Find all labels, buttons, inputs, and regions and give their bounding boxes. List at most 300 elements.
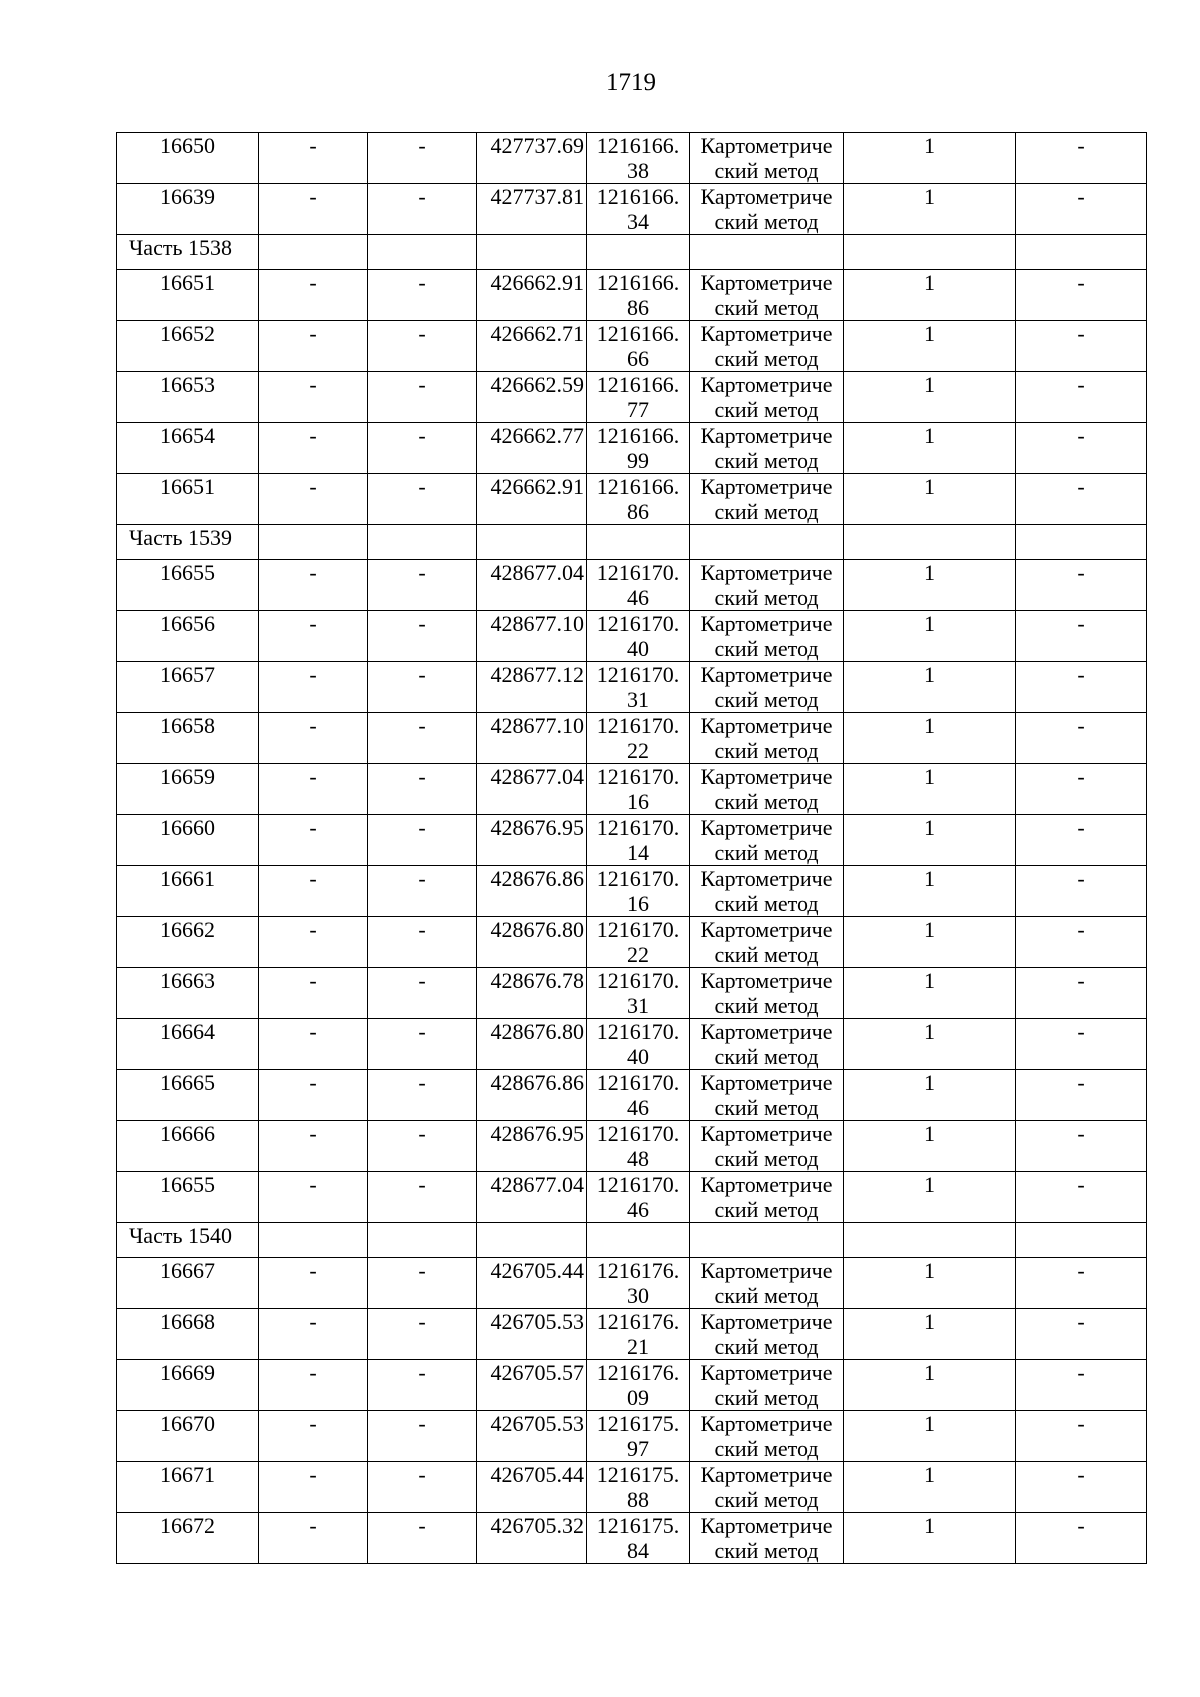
method-cell [690, 611, 844, 662]
point-number: 16650 [117, 133, 259, 184]
x-coordinate: 426705.53 [477, 1411, 587, 1462]
part-header-row [117, 235, 1147, 270]
table-row [117, 866, 1147, 917]
table-row [117, 662, 1147, 713]
dash-cell: - [259, 372, 368, 423]
method-line1: Картометриче [700, 1019, 833, 1044]
method-line1: Картометриче [700, 372, 833, 397]
method-line1: Картометриче [700, 713, 833, 738]
y-coordinate-part1: 1216166. [596, 133, 680, 158]
y-coordinate-part2: 09 [627, 1385, 649, 1410]
y-coordinate-part1: 1216175. [596, 1513, 680, 1538]
dash-cell: - [368, 372, 477, 423]
dash-cell: - [368, 133, 477, 184]
x-coordinate: 428676.86 [477, 1070, 587, 1121]
dash-cell: - [368, 560, 477, 611]
empty-cell [587, 525, 690, 560]
empty-cell [587, 1223, 690, 1258]
y-coordinate-part1: 1216175. [596, 1411, 680, 1436]
dash-cell: - [368, 1172, 477, 1223]
accuracy-value: 1 [844, 968, 1016, 1019]
y-coordinate-part2: 40 [627, 1044, 649, 1069]
method-cell [690, 1172, 844, 1223]
x-coordinate: 428677.12 [477, 662, 587, 713]
accuracy-value: 1 [844, 1172, 1016, 1223]
point-number: 16665 [117, 1070, 259, 1121]
point-number: 16659 [117, 764, 259, 815]
x-coordinate: 428677.04 [477, 764, 587, 815]
table-row [117, 1411, 1147, 1462]
y-coordinate [587, 713, 690, 764]
point-number: 16658 [117, 713, 259, 764]
y-coordinate-part2: 31 [627, 687, 649, 712]
y-coordinate [587, 764, 690, 815]
method-line2: ский метод [714, 840, 819, 865]
point-number: 16672 [117, 1513, 259, 1564]
dash-cell: - [259, 474, 368, 525]
accuracy-value: 1 [844, 815, 1016, 866]
method-cell [690, 474, 844, 525]
y-coordinate-part2: 22 [627, 942, 649, 967]
y-coordinate-part2: 84 [627, 1538, 649, 1563]
y-coordinate [587, 270, 690, 321]
method-line1: Картометриче [700, 662, 833, 687]
y-coordinate-part1: 1216166. [596, 474, 680, 499]
table-row [117, 1360, 1147, 1411]
table-row [117, 372, 1147, 423]
method-line2: ский метод [714, 636, 819, 661]
dash-cell: - [368, 1070, 477, 1121]
method-line1: Картометриче [700, 917, 833, 942]
accuracy-value: 1 [844, 184, 1016, 235]
method-line1: Картометриче [700, 1309, 833, 1334]
dash-cell: - [368, 423, 477, 474]
table-row [117, 560, 1147, 611]
accuracy-value: 1 [844, 1070, 1016, 1121]
empty-cell [477, 1223, 587, 1258]
y-coordinate [587, 662, 690, 713]
dash-cell: - [368, 184, 477, 235]
accuracy-value: 1 [844, 560, 1016, 611]
empty-cell [1016, 1223, 1147, 1258]
method-cell [690, 1258, 844, 1309]
dash-cell: - [368, 917, 477, 968]
accuracy-value: 1 [844, 270, 1016, 321]
note-cell: - [1016, 1019, 1147, 1070]
y-coordinate-part1: 1216170. [596, 1121, 680, 1146]
method-cell [690, 1070, 844, 1121]
point-number: 16669 [117, 1360, 259, 1411]
table-row [117, 270, 1147, 321]
dash-cell: - [259, 1172, 368, 1223]
y-coordinate-part2: 66 [627, 346, 649, 371]
y-coordinate-part2: 34 [627, 209, 649, 234]
empty-cell [259, 235, 368, 270]
note-cell: - [1016, 1121, 1147, 1172]
method-cell [690, 917, 844, 968]
point-number: 16661 [117, 866, 259, 917]
accuracy-value: 1 [844, 1121, 1016, 1172]
y-coordinate [587, 611, 690, 662]
x-coordinate: 428676.80 [477, 1019, 587, 1070]
dash-cell: - [368, 321, 477, 372]
method-cell [690, 1360, 844, 1411]
empty-cell [844, 1223, 1016, 1258]
method-line1: Картометриче [700, 764, 833, 789]
table-row [117, 474, 1147, 525]
accuracy-value: 1 [844, 133, 1016, 184]
dash-cell: - [368, 662, 477, 713]
empty-cell [690, 525, 844, 560]
accuracy-value: 1 [844, 1411, 1016, 1462]
method-cell [690, 1462, 844, 1513]
y-coordinate-part2: 21 [627, 1334, 649, 1359]
method-line1: Картометриче [700, 1258, 833, 1283]
x-coordinate: 426662.77 [477, 423, 587, 474]
point-number: 16663 [117, 968, 259, 1019]
y-coordinate-part2: 40 [627, 636, 649, 661]
dash-cell: - [259, 133, 368, 184]
x-coordinate: 426662.71 [477, 321, 587, 372]
y-coordinate-part2: 46 [627, 1095, 649, 1120]
method-line1: Картометриче [700, 1411, 833, 1436]
point-number: 16655 [117, 560, 259, 611]
method-line2: ский метод [714, 687, 819, 712]
dash-cell: - [259, 1121, 368, 1172]
note-cell: - [1016, 1309, 1147, 1360]
x-coordinate: 428677.10 [477, 713, 587, 764]
accuracy-value: 1 [844, 372, 1016, 423]
table-row [117, 1070, 1147, 1121]
point-number: 16657 [117, 662, 259, 713]
table-row [117, 1121, 1147, 1172]
y-coordinate [587, 133, 690, 184]
method-line1: Картометриче [700, 270, 833, 295]
y-coordinate-part2: 86 [627, 295, 649, 320]
y-coordinate-part1: 1216176. [596, 1258, 680, 1283]
x-coordinate: 428676.80 [477, 917, 587, 968]
method-line1: Картометриче [700, 423, 833, 448]
accuracy-value: 1 [844, 917, 1016, 968]
y-coordinate-part2: 77 [627, 397, 649, 422]
method-line1: Картометриче [700, 611, 833, 636]
y-coordinate-part2: 97 [627, 1436, 649, 1461]
dash-cell: - [259, 184, 368, 235]
method-line2: ский метод [714, 158, 819, 183]
method-line1: Картометриче [700, 968, 833, 993]
method-line2: ский метод [714, 499, 819, 524]
y-coordinate-part1: 1216166. [596, 423, 680, 448]
table-row [117, 1462, 1147, 1513]
y-coordinate [587, 1019, 690, 1070]
note-cell: - [1016, 815, 1147, 866]
y-coordinate-part1: 1216170. [596, 1019, 680, 1044]
accuracy-value: 1 [844, 1019, 1016, 1070]
point-number: 16651 [117, 474, 259, 525]
coordinates-table [116, 132, 1147, 1564]
method-cell [690, 1309, 844, 1360]
y-coordinate-part1: 1216166. [596, 372, 680, 397]
method-line2: ский метод [714, 1436, 819, 1461]
y-coordinate [587, 1258, 690, 1309]
method-line1: Картометриче [700, 133, 833, 158]
dash-cell: - [368, 1258, 477, 1309]
x-coordinate: 426705.32 [477, 1513, 587, 1564]
method-cell [690, 1411, 844, 1462]
table-row [117, 764, 1147, 815]
dash-cell: - [368, 1462, 477, 1513]
empty-cell [844, 235, 1016, 270]
method-line2: ский метод [714, 1146, 819, 1171]
note-cell: - [1016, 764, 1147, 815]
empty-cell [368, 235, 477, 270]
method-line2: ский метод [714, 738, 819, 763]
empty-cell [477, 235, 587, 270]
table-row [117, 611, 1147, 662]
y-coordinate-part1: 1216170. [596, 815, 680, 840]
y-coordinate [587, 423, 690, 474]
method-line2: ский метод [714, 1095, 819, 1120]
method-line1: Картометриче [700, 1172, 833, 1197]
note-cell: - [1016, 917, 1147, 968]
x-coordinate: 426662.91 [477, 270, 587, 321]
y-coordinate [587, 1411, 690, 1462]
dash-cell: - [368, 1360, 477, 1411]
dash-cell: - [368, 866, 477, 917]
y-coordinate-part2: 22 [627, 738, 649, 763]
note-cell: - [1016, 560, 1147, 611]
note-cell: - [1016, 713, 1147, 764]
y-coordinate-part1: 1216175. [596, 1462, 680, 1487]
dash-cell: - [259, 713, 368, 764]
table-row [117, 1172, 1147, 1223]
point-number: 16652 [117, 321, 259, 372]
x-coordinate: 428676.78 [477, 968, 587, 1019]
accuracy-value: 1 [844, 1513, 1016, 1564]
method-cell [690, 133, 844, 184]
y-coordinate-part1: 1216166. [596, 270, 680, 295]
dash-cell: - [368, 1121, 477, 1172]
dash-cell: - [368, 611, 477, 662]
y-coordinate-part2: 16 [627, 789, 649, 814]
point-number: 16656 [117, 611, 259, 662]
page-number: 1719 [606, 69, 656, 96]
method-cell [690, 1019, 844, 1070]
dash-cell: - [259, 968, 368, 1019]
table-row [117, 133, 1147, 184]
accuracy-value: 1 [844, 321, 1016, 372]
y-coordinate-part1: 1216170. [596, 866, 680, 891]
note-cell: - [1016, 270, 1147, 321]
y-coordinate [587, 1462, 690, 1513]
dash-cell: - [259, 270, 368, 321]
y-coordinate [587, 968, 690, 1019]
note-cell: - [1016, 1513, 1147, 1564]
dash-cell: - [368, 1019, 477, 1070]
dash-cell: - [259, 611, 368, 662]
dash-cell: - [259, 866, 368, 917]
point-number: 16653 [117, 372, 259, 423]
accuracy-value: 1 [844, 1309, 1016, 1360]
x-coordinate: 428676.86 [477, 866, 587, 917]
x-coordinate: 426705.44 [477, 1258, 587, 1309]
point-number: 16662 [117, 917, 259, 968]
part-header-row [117, 525, 1147, 560]
point-number: 16660 [117, 815, 259, 866]
x-coordinate: 428676.95 [477, 1121, 587, 1172]
table-row [117, 917, 1147, 968]
method-line2: ский метод [714, 1197, 819, 1222]
y-coordinate-part1: 1216170. [596, 611, 680, 636]
y-coordinate-part1: 1216170. [596, 560, 680, 585]
part-label: Часть 1540 [117, 1223, 259, 1258]
empty-cell [690, 1223, 844, 1258]
y-coordinate [587, 474, 690, 525]
method-line2: ский метод [714, 1487, 819, 1512]
point-number: 16671 [117, 1462, 259, 1513]
dash-cell: - [368, 815, 477, 866]
table-row [117, 1309, 1147, 1360]
y-coordinate [587, 321, 690, 372]
note-cell: - [1016, 1258, 1147, 1309]
table-row [117, 1513, 1147, 1564]
empty-cell [368, 525, 477, 560]
method-line1: Картометриче [700, 1462, 833, 1487]
method-line2: ский метод [714, 346, 819, 371]
note-cell: - [1016, 1360, 1147, 1411]
note-cell: - [1016, 372, 1147, 423]
table-row [117, 1019, 1147, 1070]
note-cell: - [1016, 866, 1147, 917]
y-coordinate [587, 1070, 690, 1121]
note-cell: - [1016, 968, 1147, 1019]
y-coordinate [587, 866, 690, 917]
method-line2: ский метод [714, 1334, 819, 1359]
accuracy-value: 1 [844, 1360, 1016, 1411]
method-line1: Картометриче [700, 1121, 833, 1146]
method-cell [690, 662, 844, 713]
y-coordinate-part2: 46 [627, 585, 649, 610]
accuracy-value: 1 [844, 474, 1016, 525]
x-coordinate: 426705.57 [477, 1360, 587, 1411]
method-line1: Картометриче [700, 1360, 833, 1385]
method-cell [690, 184, 844, 235]
y-coordinate-part1: 1216170. [596, 1172, 680, 1197]
note-cell: - [1016, 1172, 1147, 1223]
table-row [117, 1258, 1147, 1309]
dash-cell: - [259, 1411, 368, 1462]
table-row [117, 184, 1147, 235]
y-coordinate-part1: 1216170. [596, 662, 680, 687]
x-coordinate: 428677.10 [477, 611, 587, 662]
note-cell: - [1016, 1462, 1147, 1513]
y-coordinate [587, 815, 690, 866]
y-coordinate-part2: 46 [627, 1197, 649, 1222]
method-line1: Картометриче [700, 1070, 833, 1095]
method-cell [690, 560, 844, 611]
point-number: 16666 [117, 1121, 259, 1172]
point-number: 16667 [117, 1258, 259, 1309]
method-line2: ский метод [714, 1283, 819, 1308]
dash-cell: - [259, 1462, 368, 1513]
dash-cell: - [259, 321, 368, 372]
point-number: 16639 [117, 184, 259, 235]
y-coordinate [587, 1513, 690, 1564]
table-row [117, 423, 1147, 474]
y-coordinate-part1: 1216170. [596, 917, 680, 942]
part-label: Часть 1538 [117, 235, 259, 270]
empty-cell [368, 1223, 477, 1258]
method-line1: Картометриче [700, 474, 833, 499]
table-body [117, 133, 1147, 1564]
dash-cell: - [259, 423, 368, 474]
y-coordinate-part2: 38 [627, 158, 649, 183]
method-line1: Картометриче [700, 815, 833, 840]
empty-cell [1016, 235, 1147, 270]
accuracy-value: 1 [844, 713, 1016, 764]
note-cell: - [1016, 662, 1147, 713]
method-line2: ский метод [714, 1538, 819, 1563]
y-coordinate-part1: 1216176. [596, 1360, 680, 1385]
method-line2: ский метод [714, 942, 819, 967]
y-coordinate [587, 1121, 690, 1172]
dash-cell: - [368, 1309, 477, 1360]
dash-cell: - [368, 1411, 477, 1462]
method-cell [690, 1121, 844, 1172]
method-line2: ский метод [714, 1044, 819, 1069]
y-coordinate-part2: 31 [627, 993, 649, 1018]
accuracy-value: 1 [844, 423, 1016, 474]
method-line2: ский метод [714, 295, 819, 320]
point-number: 16654 [117, 423, 259, 474]
method-line2: ский метод [714, 448, 819, 473]
accuracy-value: 1 [844, 764, 1016, 815]
method-cell [690, 866, 844, 917]
x-coordinate: 426662.91 [477, 474, 587, 525]
x-coordinate: 428676.95 [477, 815, 587, 866]
x-coordinate: 426662.59 [477, 372, 587, 423]
y-coordinate-part1: 1216170. [596, 1070, 680, 1095]
point-number: 16670 [117, 1411, 259, 1462]
dash-cell: - [368, 1513, 477, 1564]
empty-cell [1016, 525, 1147, 560]
table-row [117, 321, 1147, 372]
y-coordinate-part1: 1216166. [596, 321, 680, 346]
method-cell [690, 764, 844, 815]
dash-cell: - [368, 764, 477, 815]
dash-cell: - [368, 968, 477, 1019]
dash-cell: - [259, 560, 368, 611]
y-coordinate-part2: 16 [627, 891, 649, 916]
dash-cell: - [259, 764, 368, 815]
method-line2: ский метод [714, 789, 819, 814]
y-coordinate-part1: 1216170. [596, 968, 680, 993]
accuracy-value: 1 [844, 1462, 1016, 1513]
note-cell: - [1016, 474, 1147, 525]
method-line2: ский метод [714, 585, 819, 610]
y-coordinate [587, 184, 690, 235]
method-line2: ский метод [714, 397, 819, 422]
x-coordinate: 426705.53 [477, 1309, 587, 1360]
dash-cell: - [259, 1070, 368, 1121]
y-coordinate-part1: 1216166. [596, 184, 680, 209]
x-coordinate: 428677.04 [477, 1172, 587, 1223]
method-line2: ский метод [714, 891, 819, 916]
method-cell [690, 815, 844, 866]
y-coordinate-part2: 48 [627, 1146, 649, 1171]
table-row [117, 713, 1147, 764]
y-coordinate [587, 560, 690, 611]
